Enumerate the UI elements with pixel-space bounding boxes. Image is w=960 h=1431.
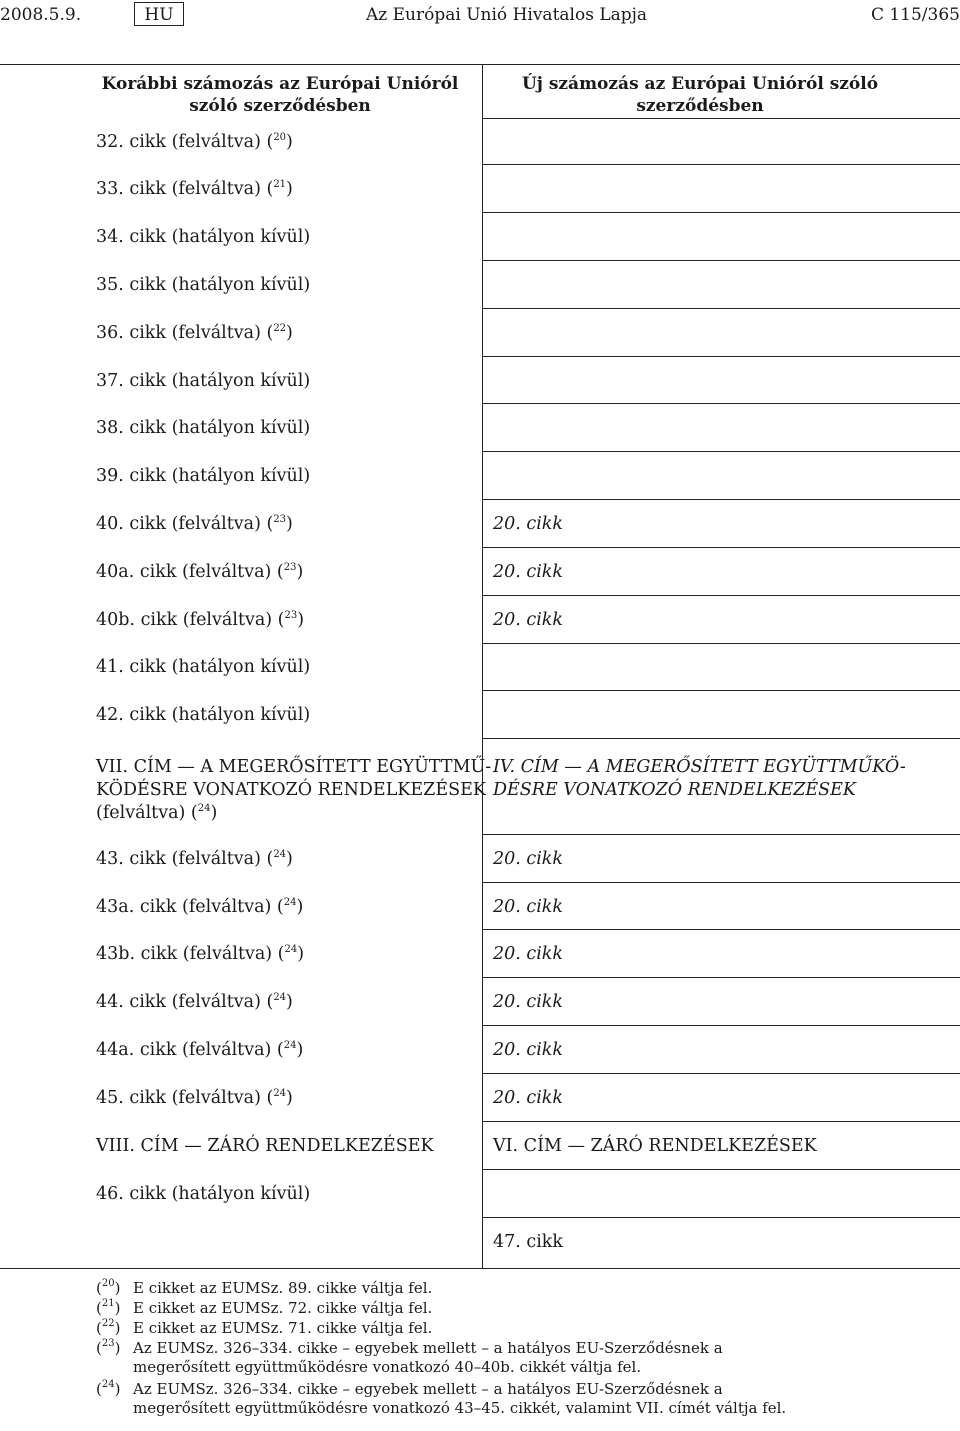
language-code-box: HU <box>134 2 184 26</box>
row-divider <box>482 547 960 548</box>
row-divider <box>482 1121 960 1122</box>
row-divider <box>482 643 960 644</box>
footnote: ($^{21}$) E cikket az EUMSz. 72. cikke váltja fel. <box>96 1298 433 1317</box>
table-row-left: 35. cikk (hatályon kívül) <box>96 275 311 295</box>
footnote: ($^{23}$) Az EUMSz. 326–334. cikke – egyebek mellett – a hatályos EU-Szerződésnek a megerősített együttműködésre vonatkozó 40–40b. cikkét váltja fel. <box>96 1338 723 1376</box>
table-row-right: 47. cikk <box>493 1232 563 1252</box>
table-row-left: 39. cikk (hatályon kívül) <box>96 466 311 486</box>
table-row-right: 20. cikk <box>493 562 563 582</box>
table-row-left: 45. cikk (felváltva) ($^{24}$) <box>96 1088 293 1108</box>
row-divider <box>482 834 960 835</box>
row-divider <box>482 1073 960 1074</box>
table-row-left: 34. cikk (hatályon kívül) <box>96 227 311 247</box>
title-vii-line1: VII. CÍM — A MEGERŐSÍTETT EGYÜTTMŰ- <box>96 757 492 777</box>
column-header-old-numbering: Korábbi számozás az Európai Unióról szóló szerződésben <box>101 74 459 116</box>
column-header-new-numbering: Új számozás az Európai Unióról szóló szerződésben <box>521 74 879 116</box>
title-viii: VIII. CÍM — ZÁRÓ RENDELKEZÉSEK <box>96 1136 434 1156</box>
table-row-left: 43b. cikk (felváltva) ($^{24}$) <box>96 944 305 964</box>
row-divider <box>482 308 960 309</box>
row-divider <box>482 403 960 404</box>
table-row-right: 20. cikk <box>493 610 563 630</box>
title-iv-line2: DÉSRE VONATKOZÓ RENDELKEZÉSEK <box>493 780 856 800</box>
table-row-right: 20. cikk <box>493 1040 563 1060</box>
table-row-right: 20. cikk <box>493 897 563 917</box>
table-row-left: 37. cikk (hatályon kívül) <box>96 371 311 391</box>
footnote: ($^{22}$) E cikket az EUMSz. 71. cikke váltja fel. <box>96 1318 433 1337</box>
footnote: ($^{20}$) E cikket az EUMSz. 89. cikke váltja fel. <box>96 1278 433 1297</box>
row-divider <box>482 738 960 739</box>
table-row-right: 20. cikk <box>493 849 563 869</box>
row-divider <box>482 1169 960 1170</box>
row-divider <box>482 212 960 213</box>
footnote: ($^{24}$) Az EUMSz. 326–334. cikke – egyebek mellett – a hatályos EU-Szerződésnek a megerősített együttműködésre vonatkozó 43–45. cikkét, valamint VII. címét váltja fel. <box>96 1379 787 1417</box>
table-row-right: 20. cikk <box>493 514 563 534</box>
table-row-left: 41. cikk (hatályon kívül) <box>96 657 311 677</box>
title-vi: VI. CÍM — ZÁRÓ RENDELKEZÉSEK <box>493 1136 817 1156</box>
row-divider <box>482 260 960 261</box>
page-reference: C 115/365 <box>870 5 960 25</box>
table-row-left: 46. cikk (hatályon kívül) <box>96 1184 311 1204</box>
row-divider <box>482 977 960 978</box>
title-vii-line2: KÖDÉSRE VONATKOZÓ RENDELKEZÉSEK <box>96 780 486 800</box>
journal-title: Az Európai Unió Hivatalos Lapja <box>366 5 648 25</box>
table-row-left: 43a. cikk (felváltva) ($^{24}$) <box>96 897 304 917</box>
row-divider <box>482 595 960 596</box>
table-row-left: 44a. cikk (felváltva) ($^{24}$) <box>96 1040 304 1060</box>
row-divider <box>482 118 960 119</box>
table-row-right: 20. cikk <box>493 944 563 964</box>
table-top-rule <box>0 64 960 65</box>
row-divider <box>482 882 960 883</box>
row-divider <box>482 164 960 165</box>
row-divider <box>482 1217 960 1218</box>
publication-date: 2008.5.9. <box>0 5 82 25</box>
table-row-right: 20. cikk <box>493 992 563 1012</box>
table-bottom-rule <box>0 1268 960 1269</box>
table-row-left: 40b. cikk (felváltva) ($^{23}$) <box>96 610 305 630</box>
table-row-left: 38. cikk (hatályon kívül) <box>96 418 311 438</box>
table-row-left: 42. cikk (hatályon kívül) <box>96 705 311 725</box>
table-row-right: 20. cikk <box>493 1088 563 1108</box>
row-divider <box>482 1025 960 1026</box>
row-divider <box>482 356 960 357</box>
column-divider <box>482 64 483 1269</box>
table-row-left: 32. cikk (felváltva) ($^{20}$) <box>96 132 293 152</box>
table-row-left: 40a. cikk (felváltva) ($^{23}$) <box>96 562 304 582</box>
table-row-left: 36. cikk (felváltva) ($^{22}$) <box>96 323 293 343</box>
row-divider <box>482 929 960 930</box>
table-row-left: 44. cikk (felváltva) ($^{24}$) <box>96 992 293 1012</box>
title-iv-line1: IV. CÍM — A MEGERŐSÍTETT EGYÜTTMŰKÖ- <box>493 757 906 777</box>
title-vii-line3: (felváltva) ($^{24}$) <box>96 803 218 823</box>
row-divider <box>482 451 960 452</box>
table-row-left: 43. cikk (felváltva) ($^{24}$) <box>96 849 293 869</box>
table-row-left: 40. cikk (felváltva) ($^{23}$) <box>96 514 293 534</box>
row-divider <box>482 499 960 500</box>
row-divider <box>482 690 960 691</box>
table-row-left: 33. cikk (felváltva) ($^{21}$) <box>96 179 293 199</box>
